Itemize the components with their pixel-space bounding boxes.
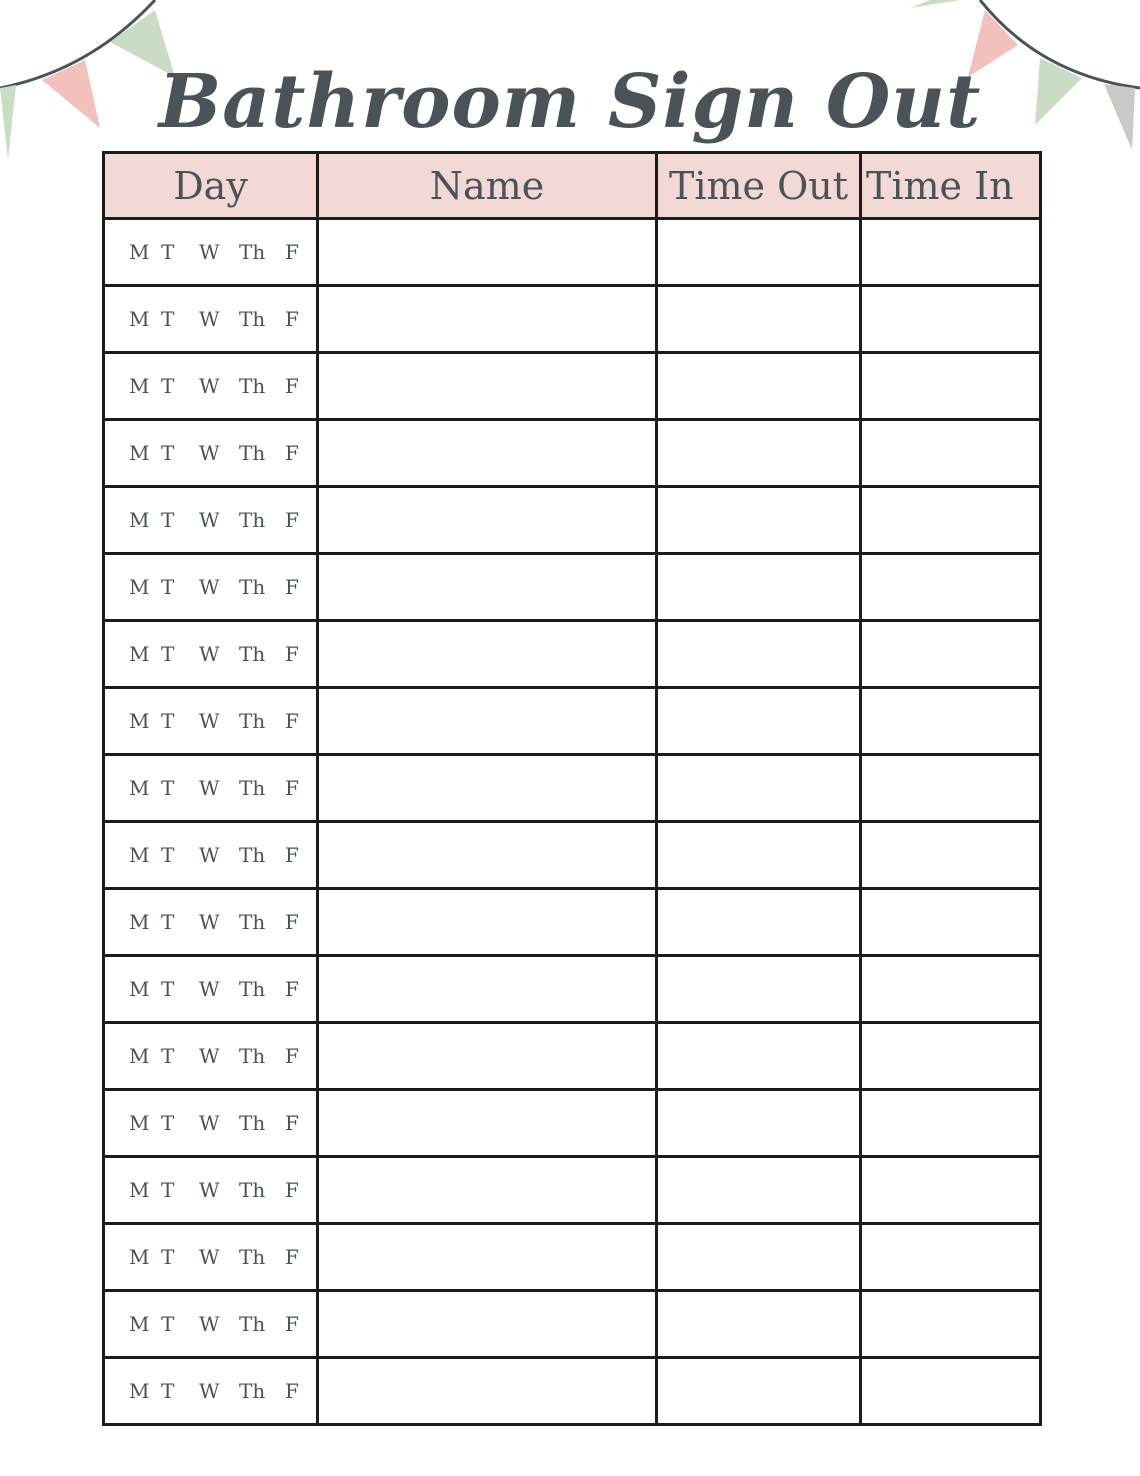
day-letter[interactable]: M [129,240,150,264]
day-letter[interactable]: M [129,910,150,934]
table-row [104,688,1041,755]
day-letter[interactable]: M [129,776,150,800]
table-row [104,889,1041,956]
day-letter[interactable]: W [199,441,220,465]
day-options [105,622,316,686]
day-letter[interactable]: T [161,776,175,800]
time-in-cell[interactable] [861,1157,1041,1224]
day-cell[interactable] [104,889,318,956]
day-letter[interactable]: M [129,642,150,666]
day-letter[interactable]: T [161,307,175,331]
day-letter[interactable]: W [199,642,220,666]
day-letter[interactable]: M [129,1312,150,1336]
day-letter[interactable]: W [199,240,220,264]
day-letter[interactable]: T [161,709,175,733]
day-options [105,1158,316,1222]
day-letter[interactable]: W [199,843,220,867]
time-out-cell[interactable] [657,1090,861,1157]
time-in-cell[interactable] [861,688,1041,755]
day-cell[interactable] [104,1291,318,1358]
day-cell[interactable] [104,822,318,889]
day-cell[interactable] [104,554,318,621]
day-letter[interactable]: F [285,1178,299,1202]
time-out-cell[interactable] [657,1224,861,1291]
day-letter[interactable]: W [199,1245,220,1269]
time-out-cell[interactable] [657,286,861,353]
day-letter[interactable]: T [161,977,175,1001]
day-cell[interactable] [104,1358,318,1425]
day-letter[interactable]: W [199,374,220,398]
day-cell[interactable] [104,487,318,554]
table-row [104,1090,1041,1157]
table-row [104,554,1041,621]
day-letter[interactable]: M [129,1178,150,1202]
day-cell[interactable] [104,688,318,755]
day-letter[interactable]: T [161,1178,175,1202]
day-letter[interactable]: T [161,441,175,465]
day-letter[interactable]: F [285,709,299,733]
name-cell[interactable] [318,286,657,353]
header-row [104,153,1041,219]
time-out-cell[interactable] [657,554,861,621]
table-row [104,822,1041,889]
time-in-cell[interactable] [861,621,1041,688]
day-letter[interactable]: W [199,1379,220,1403]
sign-out-table [102,151,1042,1426]
time-in-cell[interactable] [861,1358,1041,1425]
day-options [105,555,316,619]
time-out-cell[interactable] [657,889,861,956]
day-letter[interactable]: Th [239,1245,266,1269]
time-out-cell[interactable] [657,1358,861,1425]
time-in-cell[interactable] [861,554,1041,621]
day-letter[interactable]: T [161,240,175,264]
day-letter[interactable]: T [161,374,175,398]
day-letter[interactable]: T [161,910,175,934]
day-cell[interactable] [104,286,318,353]
name-cell[interactable] [318,688,657,755]
day-letter[interactable]: T [161,1245,175,1269]
table-row [104,286,1041,353]
table-row [104,1291,1041,1358]
day-letter[interactable]: W [199,575,220,599]
day-letter[interactable]: F [285,642,299,666]
day-letter[interactable]: W [199,307,220,331]
day-letter[interactable]: Th [239,1111,266,1135]
time-out-cell[interactable] [657,1023,861,1090]
name-cell[interactable] [318,1023,657,1090]
day-options [105,287,316,351]
day-letter[interactable]: M [129,441,150,465]
day-letter[interactable]: W [199,910,220,934]
day-letter[interactable]: M [129,1379,150,1403]
col-header-time-out: Time Out [657,153,861,219]
time-out-cell[interactable] [657,755,861,822]
time-out-cell[interactable] [657,1291,861,1358]
day-letter[interactable]: F [285,441,299,465]
table-row [104,1358,1041,1425]
day-letter[interactable]: T [161,1379,175,1403]
day-letter[interactable]: W [199,776,220,800]
table-row [104,487,1041,554]
day-letter[interactable]: Th [239,307,266,331]
day-letter[interactable]: Th [239,642,266,666]
day-letter[interactable]: M [129,977,150,1001]
day-letter[interactable]: T [161,508,175,532]
time-out-cell[interactable] [657,1157,861,1224]
table-row [104,1023,1041,1090]
day-letter[interactable]: Th [239,709,266,733]
day-letter[interactable]: T [161,843,175,867]
day-letter[interactable]: F [285,374,299,398]
day-letter[interactable]: M [129,1245,150,1269]
name-cell[interactable] [318,755,657,822]
day-letter[interactable]: Th [239,977,266,1001]
day-letter[interactable]: W [199,977,220,1001]
time-out-cell[interactable] [657,353,861,420]
name-cell[interactable] [318,1090,657,1157]
time-in-cell[interactable] [861,1090,1041,1157]
day-letter[interactable]: Th [239,240,266,264]
day-letter[interactable]: F [285,1379,299,1403]
day-options [105,756,316,820]
table-row [104,621,1041,688]
day-letter[interactable]: Th [239,374,266,398]
day-letter[interactable]: Th [239,843,266,867]
name-cell[interactable] [318,353,657,420]
day-letter[interactable]: F [285,843,299,867]
day-options [105,1091,316,1155]
table-row [104,420,1041,487]
day-letter[interactable]: W [199,1111,220,1135]
col-header-day: Day [104,153,318,219]
day-letter[interactable]: W [199,508,220,532]
day-letter[interactable]: Th [239,1178,266,1202]
name-cell[interactable] [318,1157,657,1224]
time-out-cell[interactable] [657,487,861,554]
table-row [104,353,1041,420]
day-cell[interactable] [104,621,318,688]
table-row [104,1157,1041,1224]
time-out-cell[interactable] [657,219,861,286]
day-options [105,1292,316,1356]
day-options [105,421,316,485]
day-letter[interactable]: M [129,575,150,599]
time-in-cell[interactable] [861,822,1041,889]
day-letter[interactable]: Th [239,1312,266,1336]
time-out-cell[interactable] [657,822,861,889]
day-cell[interactable] [104,1224,318,1291]
day-letter[interactable]: Th [239,1379,266,1403]
name-cell[interactable] [318,487,657,554]
day-letter[interactable]: F [285,1245,299,1269]
day-options [105,823,316,887]
day-cell[interactable] [104,1090,318,1157]
time-in-cell[interactable] [861,1023,1041,1090]
day-options [105,354,316,418]
col-header-name: Name [318,153,657,219]
time-out-cell[interactable] [657,688,861,755]
name-cell[interactable] [318,889,657,956]
table-row [104,219,1041,286]
day-letter[interactable]: Th [239,441,266,465]
time-out-cell[interactable] [657,956,861,1023]
day-cell[interactable] [104,1157,318,1224]
day-letter[interactable]: W [199,709,220,733]
name-cell[interactable] [318,956,657,1023]
time-in-cell[interactable] [861,956,1041,1023]
day-letter[interactable]: W [199,1178,220,1202]
table-row [104,1224,1041,1291]
day-letter[interactable]: M [129,307,150,331]
day-letter[interactable]: M [129,709,150,733]
name-cell[interactable] [318,219,657,286]
day-cell[interactable] [104,1023,318,1090]
time-in-cell[interactable] [861,286,1041,353]
time-in-cell[interactable] [861,353,1041,420]
day-options [105,957,316,1021]
time-in-cell[interactable] [861,219,1041,286]
day-letter[interactable]: F [285,1111,299,1135]
name-cell[interactable] [318,1224,657,1291]
day-cell[interactable] [104,420,318,487]
day-options [105,1024,316,1088]
name-cell[interactable] [318,822,657,889]
day-cell[interactable] [104,353,318,420]
day-options [105,1359,316,1423]
name-cell[interactable] [318,420,657,487]
day-letter[interactable]: M [129,843,150,867]
day-options [105,220,316,284]
day-cell[interactable] [104,219,318,286]
table-row [104,956,1041,1023]
time-in-cell[interactable] [861,487,1041,554]
day-letter[interactable]: Th [239,910,266,934]
day-letter[interactable]: F [285,508,299,532]
time-in-cell[interactable] [861,1224,1041,1291]
day-letter[interactable]: F [285,776,299,800]
day-letter[interactable]: W [199,1044,220,1068]
name-cell[interactable] [318,621,657,688]
day-letter[interactable]: M [129,1044,150,1068]
day-letter[interactable]: Th [239,776,266,800]
name-cell[interactable] [318,1291,657,1358]
day-letter[interactable]: M [129,374,150,398]
day-letter[interactable]: Th [239,508,266,532]
day-letter[interactable]: F [285,240,299,264]
day-cell[interactable] [104,755,318,822]
day-letter[interactable]: F [285,1044,299,1068]
day-letter[interactable]: T [161,642,175,666]
name-cell[interactable] [318,1358,657,1425]
name-cell[interactable] [318,554,657,621]
day-letter[interactable]: F [285,1312,299,1336]
day-letter[interactable]: M [129,508,150,532]
day-options [105,488,316,552]
time-in-cell[interactable] [861,755,1041,822]
day-letter[interactable]: Th [239,575,266,599]
day-letter[interactable]: F [285,575,299,599]
day-letter[interactable]: F [285,977,299,1001]
day-letter[interactable]: W [199,1312,220,1336]
day-letter[interactable]: T [161,575,175,599]
day-letter[interactable]: T [161,1111,175,1135]
day-letter[interactable]: M [129,1111,150,1135]
day-cell[interactable] [104,956,318,1023]
time-in-cell[interactable] [861,1291,1041,1358]
time-out-cell[interactable] [657,621,861,688]
day-options [105,890,316,954]
time-in-cell[interactable] [861,889,1041,956]
time-out-cell[interactable] [657,420,861,487]
day-letter[interactable]: Th [239,1044,266,1068]
day-letter[interactable]: F [285,307,299,331]
col-header-time-in: Time In [861,153,1041,219]
day-options [105,689,316,753]
page-title: Bathroom Sign Out [158,59,982,145]
day-letter[interactable]: F [285,910,299,934]
day-letter[interactable]: T [161,1312,175,1336]
day-letter[interactable]: T [161,1044,175,1068]
table-row [104,755,1041,822]
time-in-cell[interactable] [861,420,1041,487]
day-options [105,1225,316,1289]
